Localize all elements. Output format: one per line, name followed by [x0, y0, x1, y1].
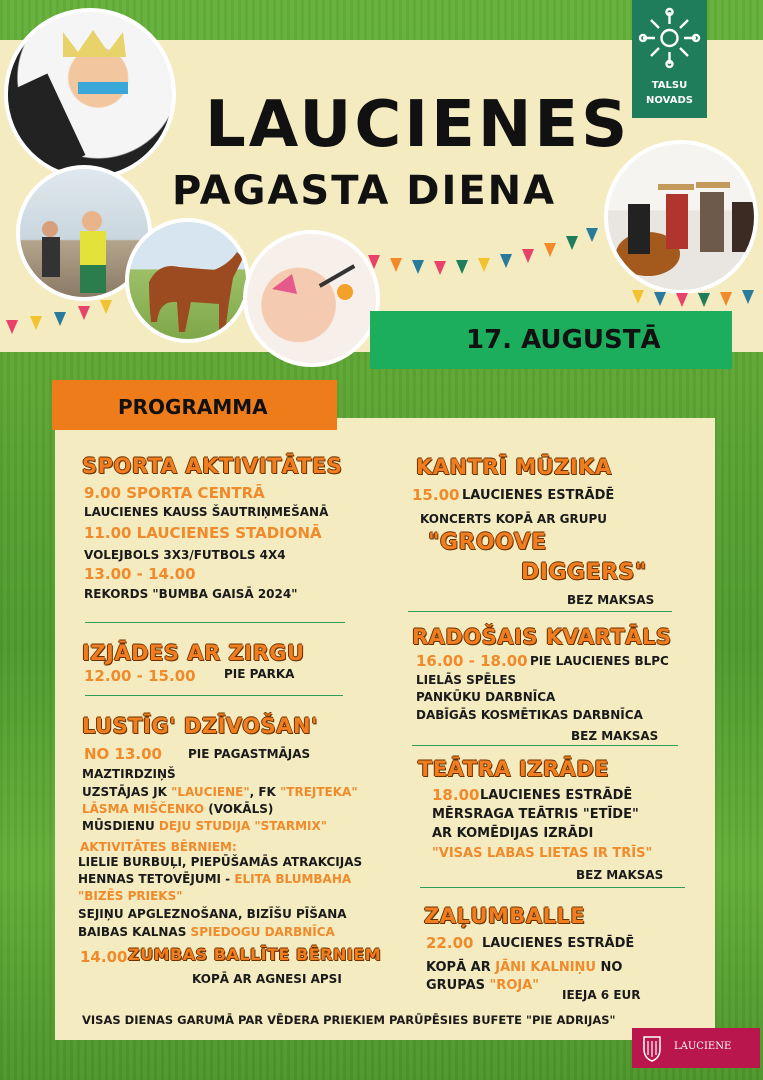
- coat-of-arms-icon: [632, 1028, 672, 1068]
- ornament-icon: [632, 0, 707, 75]
- creative-line-2: PANKŪKU DARBNĪCA: [416, 690, 556, 704]
- creative-place: PIE LAUCIENES BLPC: [530, 654, 669, 668]
- kids-line-4: SEJIŅU APGLEZNOŠANA, BIZĪŠU PĪŠANA: [78, 907, 347, 921]
- lauciene-brand: [632, 1028, 760, 1068]
- title-line2: PAGASTA DIENA: [172, 168, 557, 214]
- kids-line-1: LIELIE BURBUĻI, PIEPŪŠAMĀS ATRAKCIJAS: [78, 855, 363, 869]
- country-heading: KANTRĪ MŪZIKA: [416, 455, 612, 479]
- sport-time-1: 9.00 SPORTA CENTRĀ: [84, 484, 265, 502]
- logo-line2: NOVADS: [646, 95, 693, 106]
- sport-desc-3: REKORDS "BUMBA GAISĀ 2024": [84, 587, 298, 601]
- sport-heading: SPORTA AKTIVITĀTES: [82, 454, 343, 478]
- sport-desc-2: VOLEJBOLS 3X3/FUTBOLS 4X4: [84, 548, 286, 562]
- event-date: 17. AUGUSTĀ: [466, 325, 661, 355]
- brand-text: LAUCIENE: [674, 1041, 732, 1052]
- country-free: BEZ MAKSAS: [567, 593, 655, 607]
- fun-time: NO 13.00: [84, 745, 162, 763]
- divider: [412, 745, 678, 746]
- ball-entry: IEEJA 6 EUR: [562, 988, 641, 1002]
- divider: [85, 695, 343, 696]
- kids-line-3: "BIZĒS PRIEKS": [78, 889, 183, 903]
- zumba-with: KOPĀ AR AGNESI APSI: [192, 972, 342, 986]
- zumba-heading: ZUMBAS BALLĪTE BĒRNIEM: [128, 945, 382, 964]
- band-name-1: "GROOVE: [428, 530, 547, 555]
- divider: [420, 887, 685, 888]
- creative-heading: RADOŠAIS KVARTĀLS: [412, 625, 672, 649]
- talsu-novads-logo: [632, 0, 707, 118]
- country-desc: KONCERTS KOPĀ AR GRUPU: [420, 512, 608, 526]
- sport-time-3: 13.00 - 14.00: [84, 565, 196, 583]
- theatre-line-3: "VISAS LABAS LIETAS IR TRĪS": [432, 846, 653, 861]
- horses-place: PIE PARKA: [224, 667, 295, 681]
- footer-text: VISAS DIENAS GARUMĀ PAR VĒDERA PRIEKIEM PARŪPĒSIES BUFETE "PIE ADRIJAS": [82, 1013, 616, 1027]
- creative-line-3: DABĪGĀS KOSMĒTIKAS DARBNĪCA: [416, 708, 643, 722]
- theatre-line-1: MĒRSRAGA TEĀTRIS "ETĪDE": [432, 807, 639, 822]
- ball-place: LAUCIENES ESTRĀDĒ: [482, 936, 635, 951]
- band-photo: [604, 140, 758, 294]
- fun-line-2: UZSTĀJAS JK "LAUCIENE", FK "TREJTEKA": [82, 785, 358, 799]
- ball-line-2: GRUPAS "ROJA": [426, 978, 540, 993]
- theatre-time: 18.00: [432, 786, 480, 804]
- band-name-2: DIGGERS": [521, 560, 647, 585]
- sport-time-2: 11.00 LAUCIENES STADIONĀ: [84, 524, 322, 542]
- horses-time: 12.00 - 15.00: [84, 667, 196, 685]
- theatre-heading: TEĀTRA IZRĀDE: [418, 757, 610, 781]
- zumba-time: 14.00: [80, 948, 128, 966]
- sport-desc-1: LAUCIENES KAUSS ŠAUTRIŅMEŠANĀ: [84, 505, 329, 519]
- keyboard-icon: [8, 12, 176, 180]
- title-line1: LAUCIENES: [205, 88, 631, 162]
- ball-heading: ZAĻUMBALLE: [424, 904, 586, 928]
- country-time: 15.00: [412, 486, 460, 504]
- programme-label: PROGRAMMA: [118, 395, 268, 419]
- creative-time: 16.00 - 18.00: [416, 652, 528, 670]
- fun-heading: LUSTĪG' DZĪVOŠAN': [82, 714, 319, 738]
- kids-line-5: BAIBAS KALNAS SPIEDOGU DARBNĪCA: [78, 925, 335, 939]
- face-painting-photo: [243, 230, 380, 367]
- logo-line1: TALSU: [651, 80, 688, 91]
- fun-line-3: LĀSMA MIŠČENKO (VOKĀLS): [82, 802, 274, 816]
- theatre-free: BEZ MAKSAS: [576, 868, 664, 882]
- kids-line-2: HENNAS TETOVĒJUMI - ELITA BLUMBAHA: [78, 872, 352, 886]
- divider: [85, 622, 345, 623]
- fun-place: PIE PAGASTMĀJAS: [188, 747, 311, 761]
- horse-photo: [125, 218, 250, 343]
- fun-line-1: MAZTIRDZIŅŠ: [82, 767, 176, 781]
- horses-heading: IZJĀDES AR ZIRGU: [82, 641, 305, 665]
- divider: [408, 611, 672, 612]
- theatre-line-2: AR KOMĒDIJAS IZRĀDI: [432, 826, 594, 841]
- theatre-place: LAUCIENES ESTRĀDĒ: [480, 788, 633, 803]
- kids-heading: AKTIVITĀTES BĒRNIEM:: [80, 840, 237, 854]
- ball-line-1: KOPĀ AR JĀNI KALNIŅU NO: [426, 960, 623, 975]
- ball-time: 22.00: [426, 934, 474, 952]
- country-place: LAUCIENES ESTRĀDĒ: [462, 488, 615, 503]
- creative-line-1: LIELĀS SPĒLES: [416, 673, 517, 687]
- musician-photo: [4, 8, 176, 180]
- fun-line-4: MŪSDIENU DEJU STUDIJA "STARMIX": [82, 819, 327, 833]
- creative-free: BEZ MAKSAS: [571, 729, 659, 743]
